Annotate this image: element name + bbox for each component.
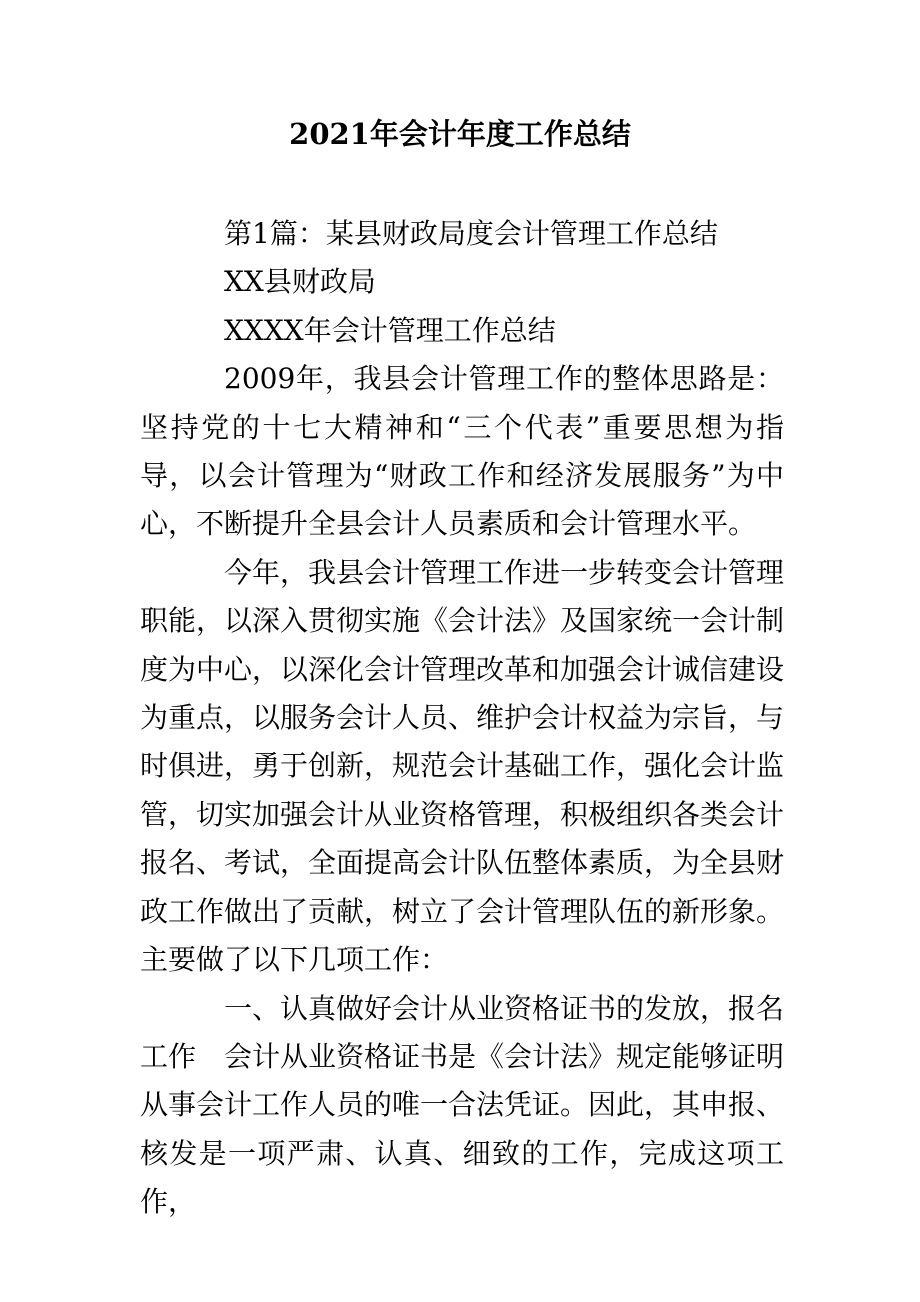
document-title: 2021年会计年度工作总结 bbox=[289, 117, 631, 151]
paragraph-issuer: XX县财政局 bbox=[224, 265, 376, 299]
paragraph-article-heading: 第1篇：某县财政局度会计管理工作总结 bbox=[224, 217, 718, 250]
paragraph-report-title: XXXX年会计管理工作总结 bbox=[224, 313, 556, 347]
paragraph-overview: 2009年，我县会计管理工作的整体思路是：坚持党的十七大精神和“三个代表”重要思想为指导，以会计管理为“财政工作和经济发展服务”为中心，不断提升全县会计人员素质和会计管理水平。 bbox=[140, 362, 784, 541]
paragraph-section-one: 一、认真做好会计从业资格证书的发放，报名工作 会计从业资格证书是《会计法》规定能够证明从事会计工作人员的唯一合法凭证。因此，其申报、核发是一项严肃、认真、细致的工作，完成这项工作， bbox=[140, 991, 785, 1219]
document-body bbox=[140, 210, 784, 1227]
paragraph-this-year: 今年，我县会计管理工作进一步转变会计管理职能，以深入贯彻实施《会计法》及国家统一会计制度为中心，以深化会计管理改革和加强会计诚信建设为重点，以服务会计人员、维护会计权益为宗旨，与时俱进，勇于创新，规范会计基础工作，强化会计监管，切实加强会计从业资格管理，积极组织各类会计报名、考试，全面提高会计队伍整体素质，为全县财政工作做出了贡献，树立了会计管理队伍的新形象。主要做了以下几项工作： bbox=[140, 555, 785, 977]
